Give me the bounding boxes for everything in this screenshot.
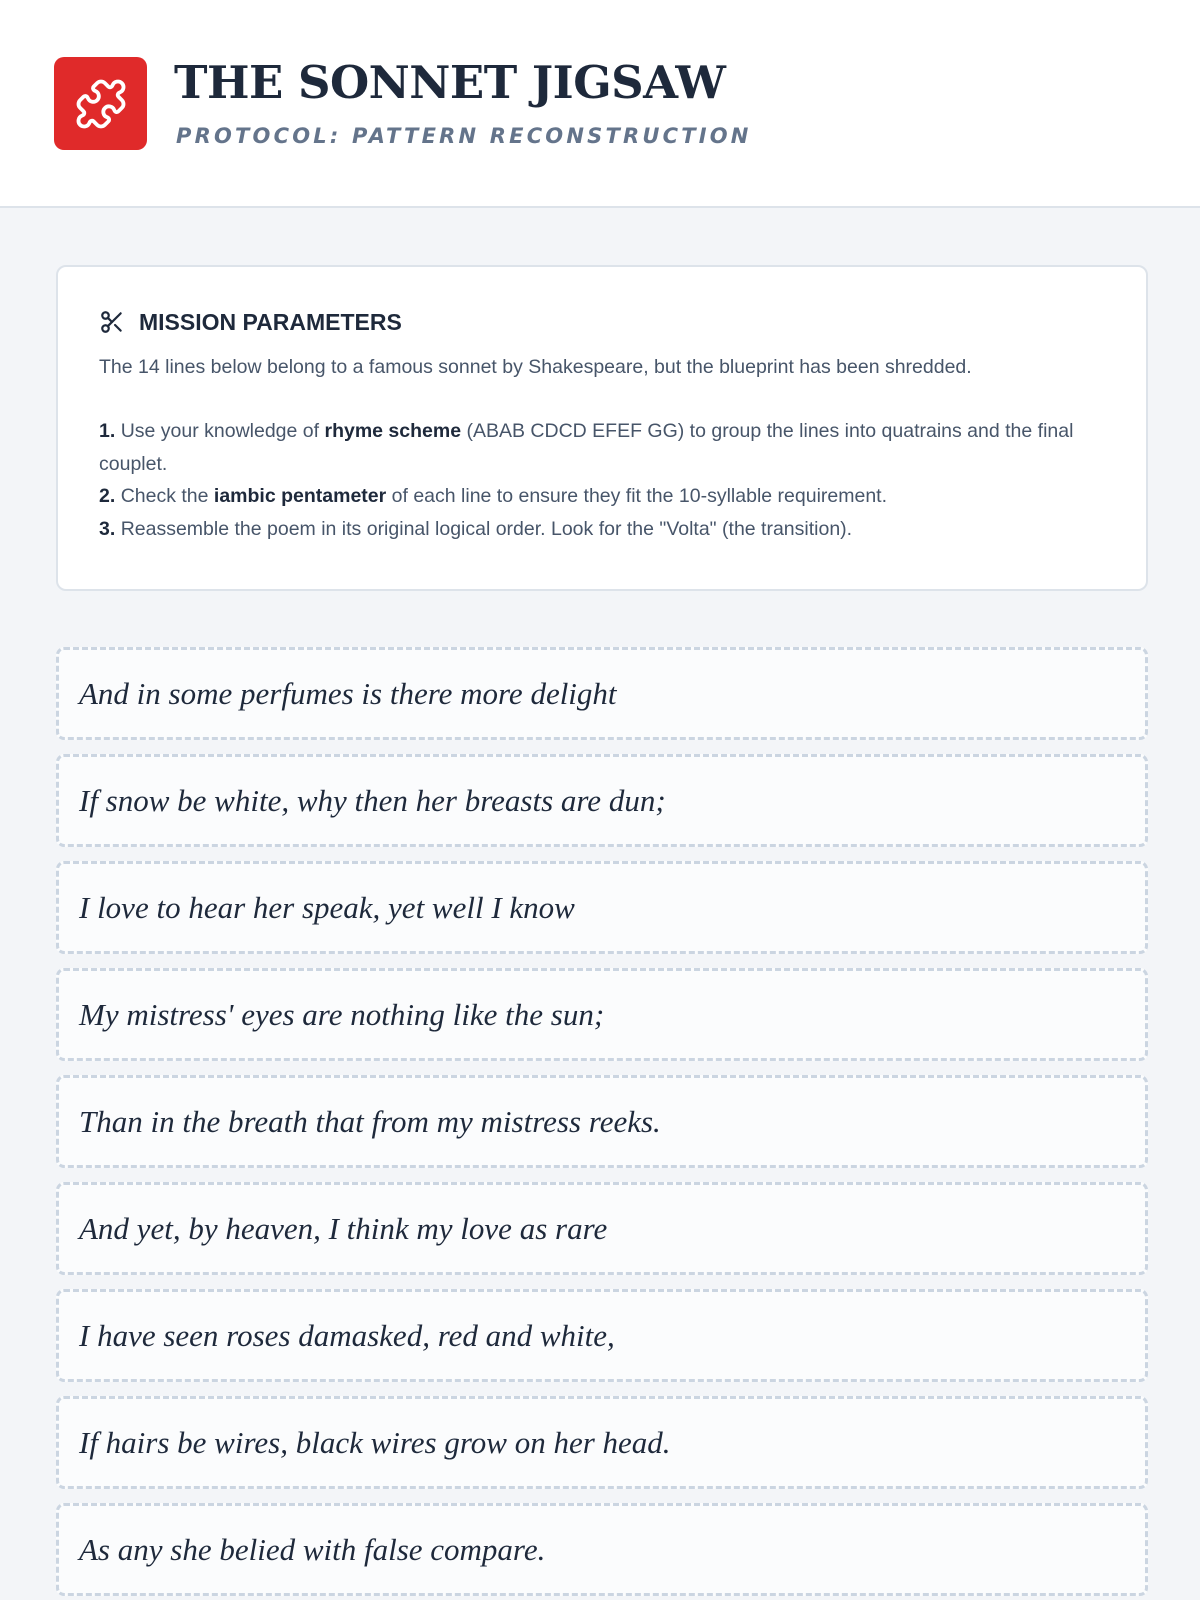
header bbox=[0, 0, 1200, 208]
step-text: of each line to ensure they fit the 10-syllable requirement. bbox=[391, 485, 888, 507]
mission-intro: The 14 lines below belong to a famous sonnet by Shakespeare, but the blueprint has been shredded. bbox=[99, 356, 972, 378]
puzzle-icon bbox=[54, 57, 147, 150]
page-subtitle: PROTOCOL: PATTERN RECONSTRUCTION bbox=[176, 124, 752, 148]
step-number: 3. bbox=[99, 517, 116, 540]
sonnet-line-card[interactable]: If snow be white, why then her breasts are dun; bbox=[56, 754, 1148, 847]
step-text: Use your knowledge of bbox=[120, 420, 320, 442]
sonnet-line-card[interactable]: As any she belied with false compare. bbox=[56, 1503, 1148, 1596]
step-text: Check the bbox=[120, 485, 209, 507]
mission-title: MISSION PARAMETERS bbox=[139, 308, 402, 335]
sonnet-line-card[interactable]: And in some perfumes is there more delight bbox=[56, 647, 1148, 740]
sonnet-line-card[interactable]: I love to hear her speak, yet well I know bbox=[56, 861, 1148, 954]
mission-step-2 bbox=[99, 480, 1106, 513]
mission-step-1 bbox=[99, 415, 1106, 480]
scissors-icon bbox=[99, 309, 125, 335]
sonnet-line-card[interactable]: I have seen roses damasked, red and white, bbox=[56, 1289, 1148, 1382]
mission-step-3 bbox=[99, 513, 1106, 546]
step-keyword: rhyme scheme bbox=[324, 420, 462, 442]
step-text: Reassemble the poem in its original logical order. Look for the "Volta" (the transition). bbox=[120, 517, 853, 540]
step-keyword: iambic pentameter bbox=[213, 485, 387, 507]
step-number: 1. bbox=[99, 420, 116, 442]
mission-panel bbox=[56, 265, 1148, 591]
mission-steps bbox=[99, 415, 1106, 545]
sonnet-line-card[interactable]: If hairs be wires, black wires grow on her head. bbox=[56, 1396, 1148, 1489]
step-text: (ABAB CDCD EFEF GG) to group the lines into quatrains and the final couplet. bbox=[99, 420, 1074, 475]
sonnet-line-card[interactable]: Than in the breath that from my mistress reeks. bbox=[56, 1075, 1148, 1168]
step-number: 2. bbox=[99, 485, 116, 507]
sonnet-line-card[interactable]: My mistress' eyes are nothing like the sun; bbox=[56, 968, 1148, 1061]
mission-header bbox=[99, 307, 1106, 337]
page-title: THE SONNET JIGSAW bbox=[174, 56, 726, 109]
sonnet-line-card[interactable]: And yet, by heaven, I think my love as rare bbox=[56, 1182, 1148, 1275]
